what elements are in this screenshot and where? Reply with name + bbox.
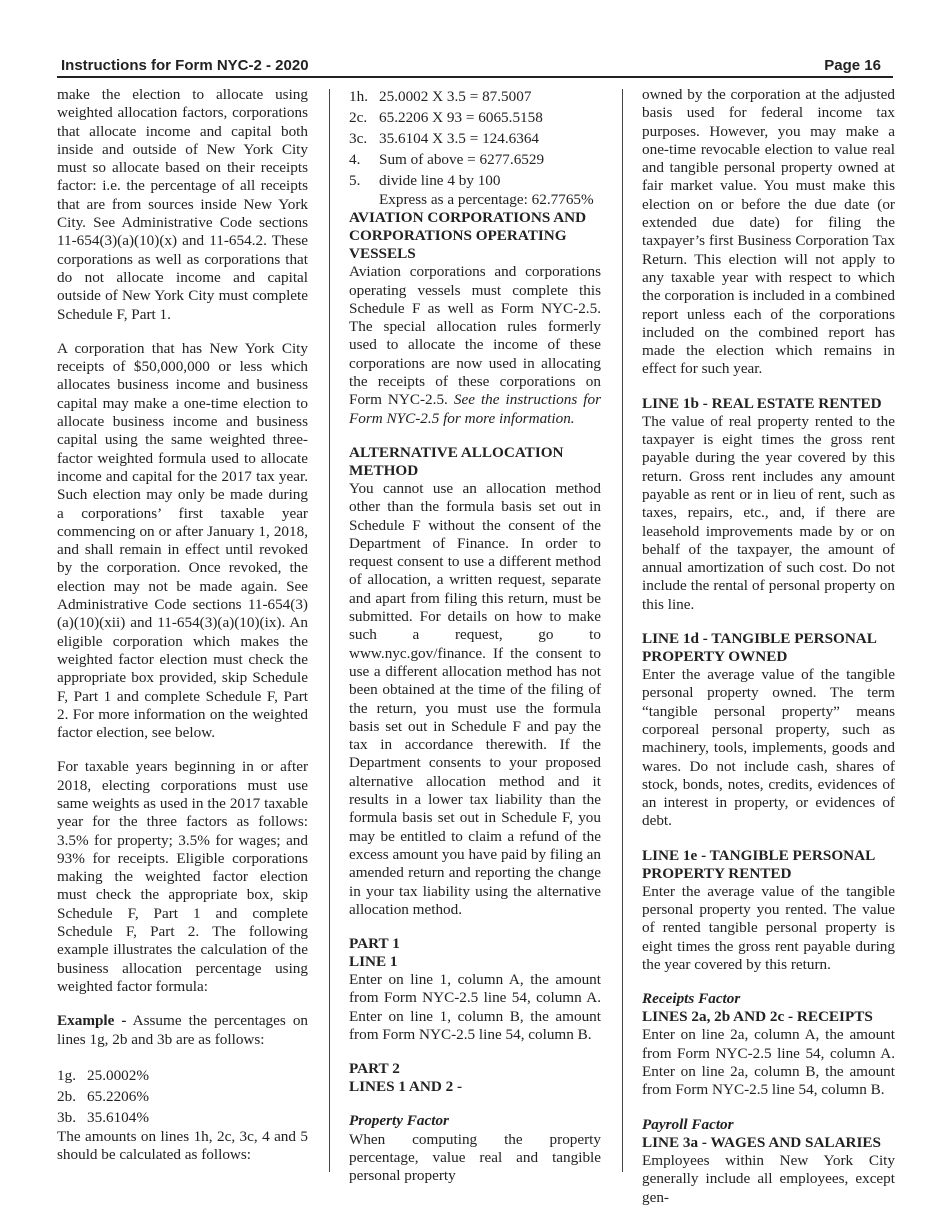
paragraph: You cannot use an allocation method other than the formula basis set out in Schedule F without the consent of the Department of Finance. In order to request consent to use a different method of allocation, a written request, separate and apart from filing this return, must be submitted. For details on how to make such a request, go to www.nyc.gov/finance. If the consent to use a different allocation method has not been obtained at the time of the filing of the return, you must use the formula basis set out in Schedule F and pay the tax in accordance therewith. If the Department consents to your proposed alternative allocation method and it results in a lower tax liability than the formula basis set out in Schedule F, you may be entitled to claim a refund of the excess amount you have paid by filing an amended return and reporting the change in your tax liability using the alternative allocation method.: [349, 479, 601, 918]
subsection-heading: Property Factor: [349, 1112, 449, 1130]
section-heading: PART 1: [349, 935, 400, 953]
subsection-heading: Receipts Factor: [642, 990, 741, 1008]
page-header: [57, 56, 893, 78]
section-heading: PART 2: [349, 1060, 400, 1078]
paragraph: Enter the average value of the tangible personal property owned. The term “tangible personal property” means corporeal personal property, such as machinery, tools, implements, goods and wares. Do not include cash, shares of stock, bonds, notes, credits, evidences of an interest in property, or evidences of debt.: [642, 666, 895, 830]
section-heading: AVIATION CORPORATIONS AND CORPORATIONS OPERATING VESSELS: [349, 209, 587, 263]
document-title: Instructions for Form NYC-2 - 2020: [61, 57, 309, 74]
list-item-continuation: Express as a percentage: 62.7765%: [379, 191, 594, 208]
example-paragraph: [57, 1012, 308, 1049]
list-item: 2c. 65.2206 X 93 = 6065.5158: [349, 109, 543, 126]
paragraph: For taxable years beginning in or after 2018, electing corporations must use same weights as used in the 2017 taxable year for the three factors as follows: 3.5% for property; 3.5% for wages; and 93% for receipts. Eligible corporations making the weighted factor election must check the appropriate box, skip Schedule F, Part 1 and complete Schedule F, Part 2. The following example illustrates the calculation of the business allocation percentage using weighted factor formula:: [57, 758, 308, 995]
subsection-heading: Payroll Factor: [642, 1115, 734, 1133]
paragraph: make the election to allocate using weighted allocation factors, corporations that allocate income and capital both inside and outside of New York City must so allocate based on their receipts factor: i.e. the percentage of all receipts that are from sources inside New York City. See Administrative Code sections 11-654(3)(a)(10)(x) and 11-654.2. These corporations as well as corporations that do not allocate income and capital outside of New York City must complete Schedule F, Part 1.: [57, 86, 308, 323]
section-heading: LINE 3a - WAGES AND SALARIES: [642, 1133, 881, 1151]
column-1: [57, 86, 308, 1164]
column-3: [642, 86, 895, 1207]
section-heading: LINE 1e - TANGIBLE PERSONAL PROPERTY RENTED: [642, 846, 875, 882]
list-item: 3b. 35.6104%: [57, 1108, 150, 1126]
section-heading: ALTERNATIVE ALLOCATION METHOD: [349, 443, 564, 479]
paragraph: Enter on line 2a, column A, the amount from Form NYC-2.5 line 54, column A. Enter on line 2a, column B, the amount from Form NYC-2.5 line 54, column B.: [642, 1026, 895, 1099]
section-heading: LINES 2a, 2b AND 2c - RECEIPTS: [642, 1008, 873, 1026]
list-item: 5. divide line 4 by 100: [349, 172, 501, 189]
paragraph: The amounts on lines 1h, 2c, 3c, 4 and 5 should be calculated as follows:: [57, 1127, 308, 1164]
column-divider: [622, 89, 623, 1172]
paragraph: owned by the corporation at the adjusted basis used for federal income tax purposes. However, you may make a one-time revocable election to value real and tangible personal property owned at fair market value. You must make this election on or before the due date (or extended due date) for filing the taxpayer’s first Business Corporation Tax Return. This election will not apply to any taxable year with respect to which the corporation is included in a combined report unless each of the corporations included on the combined report has made the election which remains in effect for such year.: [642, 86, 895, 378]
list-item: 2b. 65.2206%: [57, 1087, 150, 1105]
page-number: Page 16: [824, 57, 881, 74]
example-label: Example -: [57, 1012, 127, 1030]
column-2: [349, 86, 601, 1185]
paragraph: Employees within New York City generally include all employees, except gen-: [642, 1151, 895, 1206]
paragraph: The value of real property rented to the taxpayer is eight times the gross rent payable during the year covered by this return. Gross rent includes any amount payable as rent or in lieu of rent, such as taxes, repairs, etc., and, if there are leasehold improvements made by or on behalf of the taxpayer, the amount of annual amortization of such cost. Do not include the rental of personal property on this line.: [642, 412, 895, 613]
paragraph: When computing the property percentage, value real and tangible personal property: [349, 1130, 601, 1185]
paragraph: A corporation that has New York City receipts of $50,000,000 or less which allocates business income and business capital may make a one-time election to allocate business income and business capital using the same weighted three-factor weighted formula used to allocate income and capital for the 2017 tax year. Such election may only be made during a corporations’ first taxable year commencing on or after January 1, 2018, and shall remain in effect until revoked by the corporation. Once revoked, the election may not be made again. See Administrative Code sections 11-654(3)(a)(10)(xii) and 11-654(3)(a)(10)(ix). An eligible corporation which makes the weighted factor election must check the appropriate box provided, skip Schedule F, Part 1 and complete Schedule F, Part 2. For more information on the weighted factor election, see below.: [57, 339, 308, 742]
calculation-list: [349, 86, 601, 209]
paragraph: Enter the average value of the tangible personal property you rented. The value of rented tangible personal property is eight times the gross rent payable during the year covered by this return.: [642, 882, 895, 973]
list-item: 1g. 25.0002%: [57, 1066, 150, 1084]
paragraph: Enter on line 1, column A, the amount from Form NYC-2.5 line 54, column A. Enter on line 1, column B, the amount from Form NYC-2.5 line 54, column B.: [349, 971, 601, 1043]
list-item: 4. Sum of above = 6277.6529: [349, 151, 545, 168]
percentage-list: [57, 1065, 308, 1128]
list-item: 3c. 35.6104 X 3.5 = 124.6364: [349, 130, 540, 147]
paragraph: Aviation corporations and corporations operating vessels must complete this Schedule F as well as Form NYC-2.5. The special allocation rules formerly used to allocate the income of these corporations are now used in allocating the receipts of these corporations on Form NYC-2.5. See the instructions for Form NYC-2.5 for more information.: [349, 263, 601, 427]
section-heading: LINES 1 AND 2 -: [349, 1078, 463, 1096]
list-item: 1h. 25.0002 X 3.5 = 87.5007: [349, 88, 532, 105]
example-text: Assume the percentages on lines 1g, 2b and 3b are as follows:: [57, 1012, 309, 1048]
section-heading: LINE 1: [349, 953, 398, 971]
section-heading: LINE 1b - REAL ESTATE RENTED: [642, 394, 882, 412]
column-divider: [329, 89, 330, 1172]
section-heading: LINE 1d - TANGIBLE PERSONAL PROPERTY OWNED: [642, 630, 877, 666]
